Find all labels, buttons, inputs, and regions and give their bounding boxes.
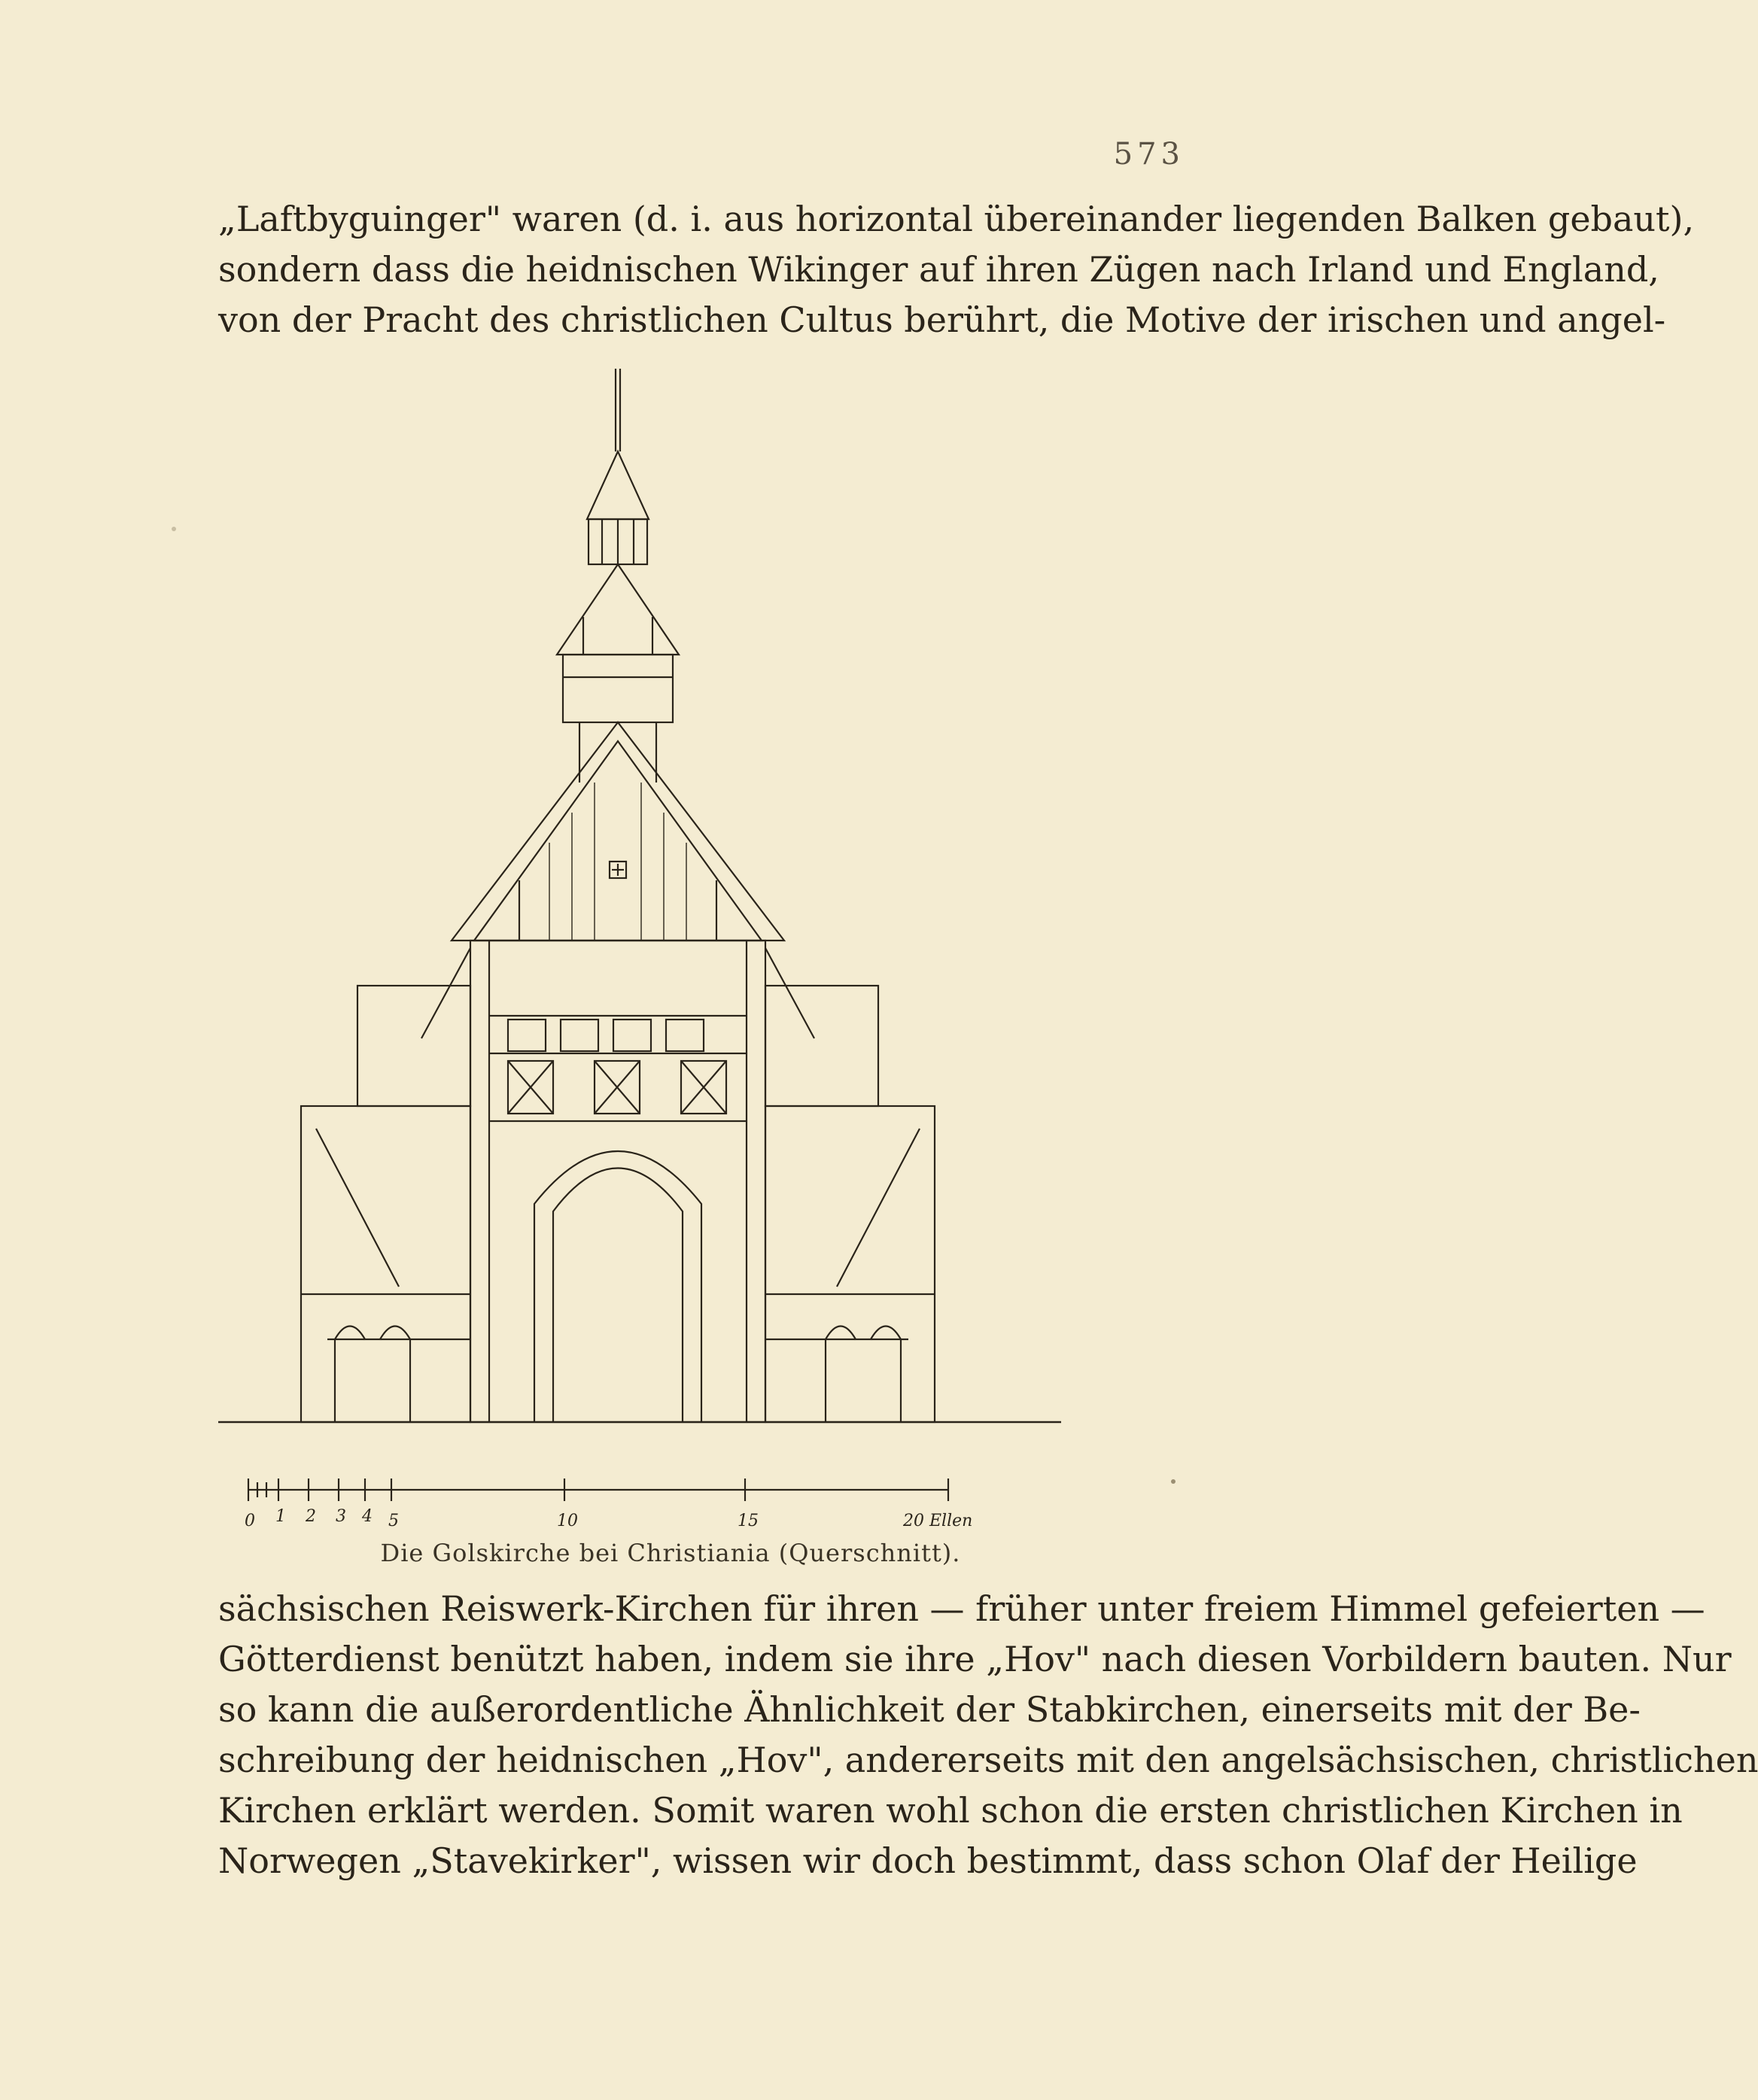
left-aisle xyxy=(301,1106,470,1422)
tower-roof xyxy=(557,564,679,655)
text-line: Norwegen „Stavekirker", wissen wir doch bestimmt, dass schon Olaf der Heilige xyxy=(218,1840,1638,1881)
scale-bar xyxy=(248,1479,948,1501)
scale-label: 3 xyxy=(336,1507,346,1526)
scale-label: 2 xyxy=(306,1507,316,1526)
scale-label: 5 xyxy=(388,1512,399,1530)
bottom-paragraph xyxy=(218,1584,1758,1886)
text-line: Kirchen erklärt werden. Somit waren wohl schon die ersten christlichen Kirchen in xyxy=(218,1790,1683,1831)
text-line: schreibung der heidnischen „Hov", andererseits mit den angelsächsischen, christlichen xyxy=(218,1740,1758,1780)
text-line: sondern dass die heidnischen Wikinger auf ihren Zügen nach Irland und England, xyxy=(218,249,1659,290)
nave-frame xyxy=(470,941,765,1422)
paper-speck xyxy=(172,527,176,531)
tower-body xyxy=(563,655,673,722)
scale-label: 10 xyxy=(557,1512,578,1530)
text-line: Götterdienst benützt haben, indem sie ihre „Hov" nach diesen Vorbildern bauten. Nur xyxy=(218,1639,1732,1679)
paper-speck xyxy=(1171,1479,1176,1484)
central-arch xyxy=(534,1151,701,1422)
spire-top xyxy=(587,451,649,519)
figure-caption: Die Golskirche bei Christiania (Querschnitt). xyxy=(380,1539,961,1567)
scale-label: 4 xyxy=(362,1507,373,1526)
text-line: von der Pracht des christlichen Cultus berührt, die Motive der irischen und angel- xyxy=(218,299,1666,340)
text-line: „Laftbyguinger" waren (d. i. aus horizontal übereinander liegenden Balken gebaut), xyxy=(218,199,1695,239)
church-cross-section-figure xyxy=(203,361,1076,1565)
top-paragraph xyxy=(218,194,1695,345)
main-roof xyxy=(452,722,784,941)
scale-label: 20 Ellen xyxy=(903,1512,973,1530)
right-aisle-upper xyxy=(765,986,878,1106)
text-line: sächsischen Reiswerk-Kirchen für ihren — früher unter freiem Himmel gefeierten — xyxy=(218,1588,1705,1629)
church-drawing xyxy=(203,361,1076,1565)
text-line: so kann die außerordentliche Ähnlichkeit der Stabkirchen, einerseits mit der Be- xyxy=(218,1689,1641,1730)
left-aisle-upper xyxy=(357,986,470,1106)
page-number: 573 xyxy=(1113,137,1185,172)
scale-label: 1 xyxy=(275,1507,286,1526)
scale-label: 0 xyxy=(245,1512,255,1530)
right-aisle xyxy=(765,1106,935,1422)
scale-label: 15 xyxy=(738,1512,759,1530)
